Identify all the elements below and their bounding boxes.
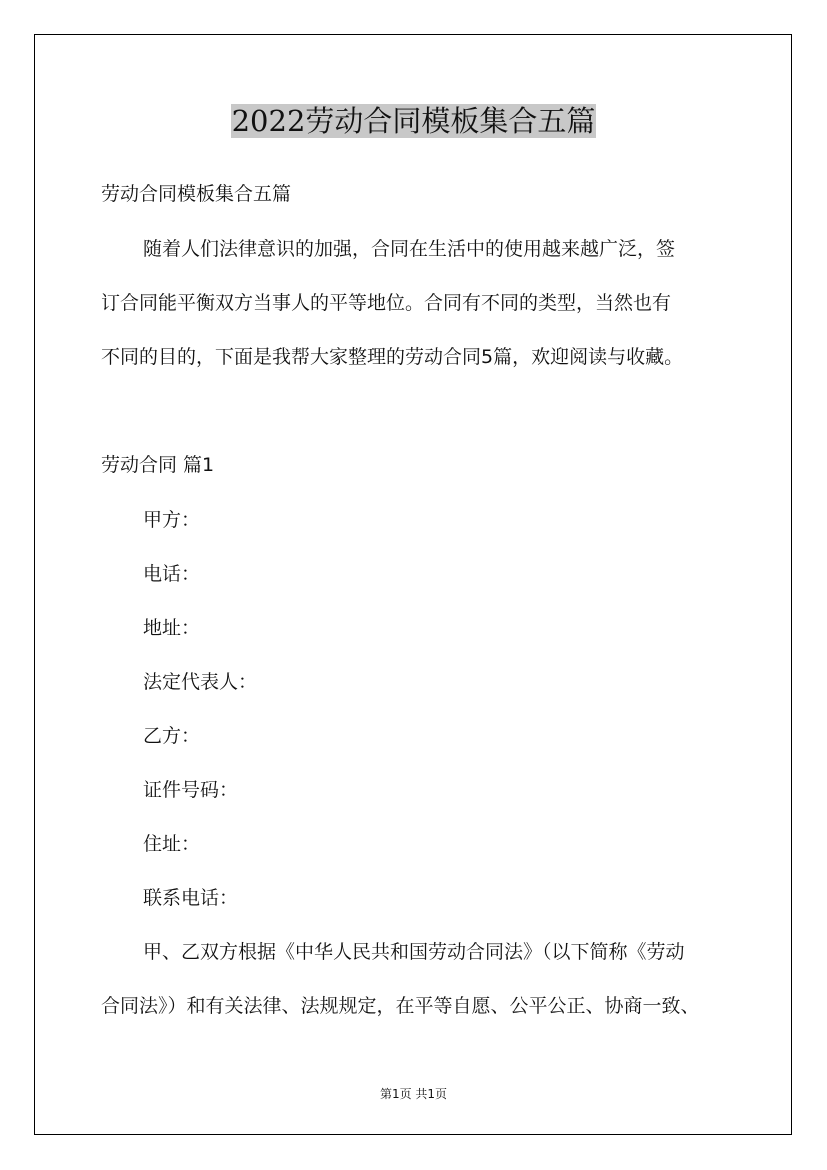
body-line-1: 甲、乙双方根据《中华人民共和国劳动合同法》（以下简称《劳动 <box>143 941 685 963</box>
section-heading: 劳动合同 篇1 <box>101 454 215 476</box>
field-id-number: 证件号码： <box>143 779 239 801</box>
intro-line-2: 订合同能平衡双方当事人的平等地位。合同有不同的类型，当然也有 <box>101 292 672 314</box>
field-address: 地址： <box>143 617 201 639</box>
field-contact-phone: 联系电话： <box>143 887 239 909</box>
page-footer: 第1页 共1页 <box>379 1087 448 1101</box>
field-party-b: 乙方： <box>143 725 201 747</box>
field-residence: 住址： <box>143 833 201 855</box>
document-title <box>0 101 827 141</box>
document-subtitle: 劳动合同模板集合五篇 <box>101 183 292 205</box>
intro-line-3: 不同的目的，下面是我帮大家整理的劳动合同5篇，欢迎阅读与收藏。 <box>101 346 684 368</box>
body-line-2: 合同法》）和有关法律、法规规定，在平等自愿、公平公正、协商一致、 <box>101 995 700 1017</box>
field-phone: 电话： <box>143 563 201 585</box>
field-party-a: 甲方： <box>143 509 201 531</box>
field-legal-rep: 法定代表人： <box>143 671 258 693</box>
document-title-text: 2022劳动合同模板集合五篇 <box>231 104 596 138</box>
intro-line-1: 随着人们法律意识的加强，合同在生活中的使用越来越广泛，签 <box>143 238 676 260</box>
